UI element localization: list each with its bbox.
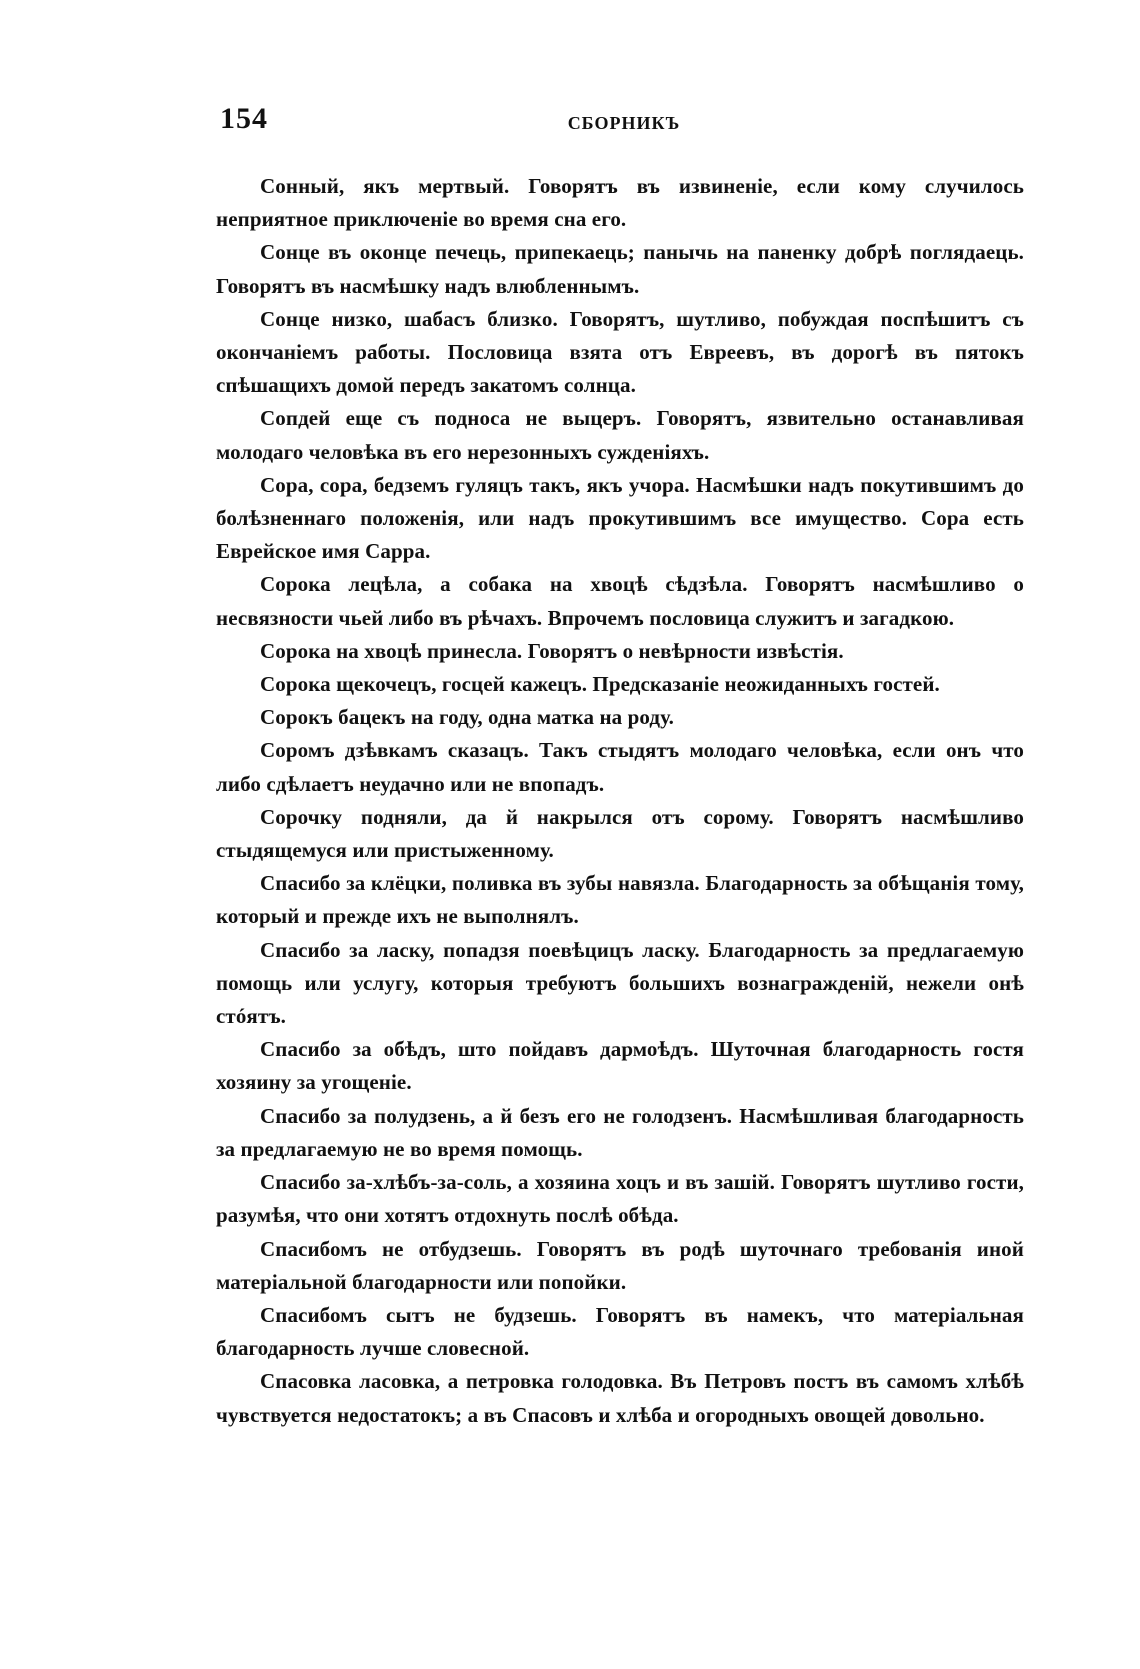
proverb-entry: Сопдей еще съ подноса не выцеръ. Говорятъ, язвительно останавливая молодаго человѣка въ его нерезонныхъ сужденіяхъ. <box>216 406 1024 464</box>
proverb-entry: Спасибо за ласку, попадзя поевѣцицъ ласку. Благодарность за предлагаемую помощь или услугу, которыя требуютъ большихъ вознагражденій, нежели онѣ стóятъ. <box>216 937 1024 1029</box>
page-body <box>216 170 1024 1432</box>
proverb-entry: Сора, сора, бедземъ гуляцъ такъ, якъ учора. Насмѣшки надъ покутившимъ до болѣзненнаго положенія, или надъ прокутившимъ все имущество. Сора есть Еврейское имя Сарра. <box>216 472 1024 564</box>
proverb-entry: Спасибо за обѣдъ, што пойдавъ дармоѣдъ. Шуточная благодарность гостя хозяину за угощеніе. <box>216 1037 1024 1095</box>
page-header <box>214 104 1026 144</box>
proverb-entry: Сорока щекочецъ, госцей кажецъ. Предсказаніе неожиданныхъ гостей. <box>260 672 940 697</box>
proverb-entry: Спасовка ласовка, а петровка голодовка. Въ Петровъ постъ въ самомъ хлѣбѣ чувствуется недостатокъ; а въ Спасовъ и хлѣба и огородныхъ овощей довольно. <box>216 1369 1024 1427</box>
proverb-entry: Спасибомъ сытъ не будзешь. Говорятъ въ намекъ, что матеріальная благодарность лучше словесной. <box>216 1302 1024 1361</box>
running-title: СБОРНИКЪ <box>567 113 681 133</box>
proverb-entry: Сорочку подняли, да й накрылся отъ сорому. Говорятъ насмѣшливо стыдящемуся или пристыженному. <box>216 804 1024 863</box>
proverb-entry: Спасибомъ не отбудзешь. Говорятъ въ родѣ шуточнаго требованія иной матеріальной благодарности или попойки. <box>216 1236 1024 1294</box>
page-number: 154 <box>220 102 268 135</box>
proverb-entry: Сонце низко, шабасъ близко. Говорятъ, шутливо, побуждая поспѣшитъ съ окончаніемъ работы. Пословица взята отъ Евреевъ, въ дорогѣ въ пятокъ спѣшащихъ домой передъ закатомъ солнца. <box>216 306 1024 398</box>
proverb-entry: Сорока лецѣла, а собака на хвоцѣ сѣдзѣла. Говорятъ насмѣшливо о несвязности чьей либо въ рѣчахъ. Впрочемъ пословица служитъ и загадкою. <box>216 572 1024 630</box>
proverb-entry: Спасибо за клёцки, поливка въ зубы навязла. Благодарность за обѣщанія тому, который и прежде ихъ не выполнялъ. <box>216 871 1024 929</box>
proverb-entry: Сонце въ оконце печець, припекаець; панычь на паненку добрѣ поглядаець. Говорятъ въ насмѣшку надъ влюбленнымъ. <box>216 240 1024 298</box>
proverb-entry: Спасибо за-хлѣбъ-за-соль, а хозяина хоцъ и въ зашій. Говорятъ шутливо гости, разумѣя, что они хотятъ отдохнуть послѣ обѣда. <box>216 1170 1024 1228</box>
proverb-entry: Сорока на хвоцѣ принесла. Говорятъ о невѣрности извѣстія. <box>260 638 844 663</box>
proverb-entry: Сонный, якъ мертвый. Говорятъ въ извиненіе, если кому случилось неприятное приключеніе во время сна его. <box>216 174 1024 232</box>
proverb-entry: Сорокъ бацекъ на году, одна матка на роду. <box>260 705 674 730</box>
proverb-entry: Спасибо за полудзень, а й безъ его не голодзенъ. Насмѣшливая благодарность за предлагаемую не во время помощь. <box>216 1103 1024 1161</box>
proverb-entry: Соромъ дзѣвкамъ сказацъ. Такъ стыдятъ молодаго человѣка, если онъ что либо сдѣлаетъ неудачно или не впопадъ. <box>216 738 1024 796</box>
